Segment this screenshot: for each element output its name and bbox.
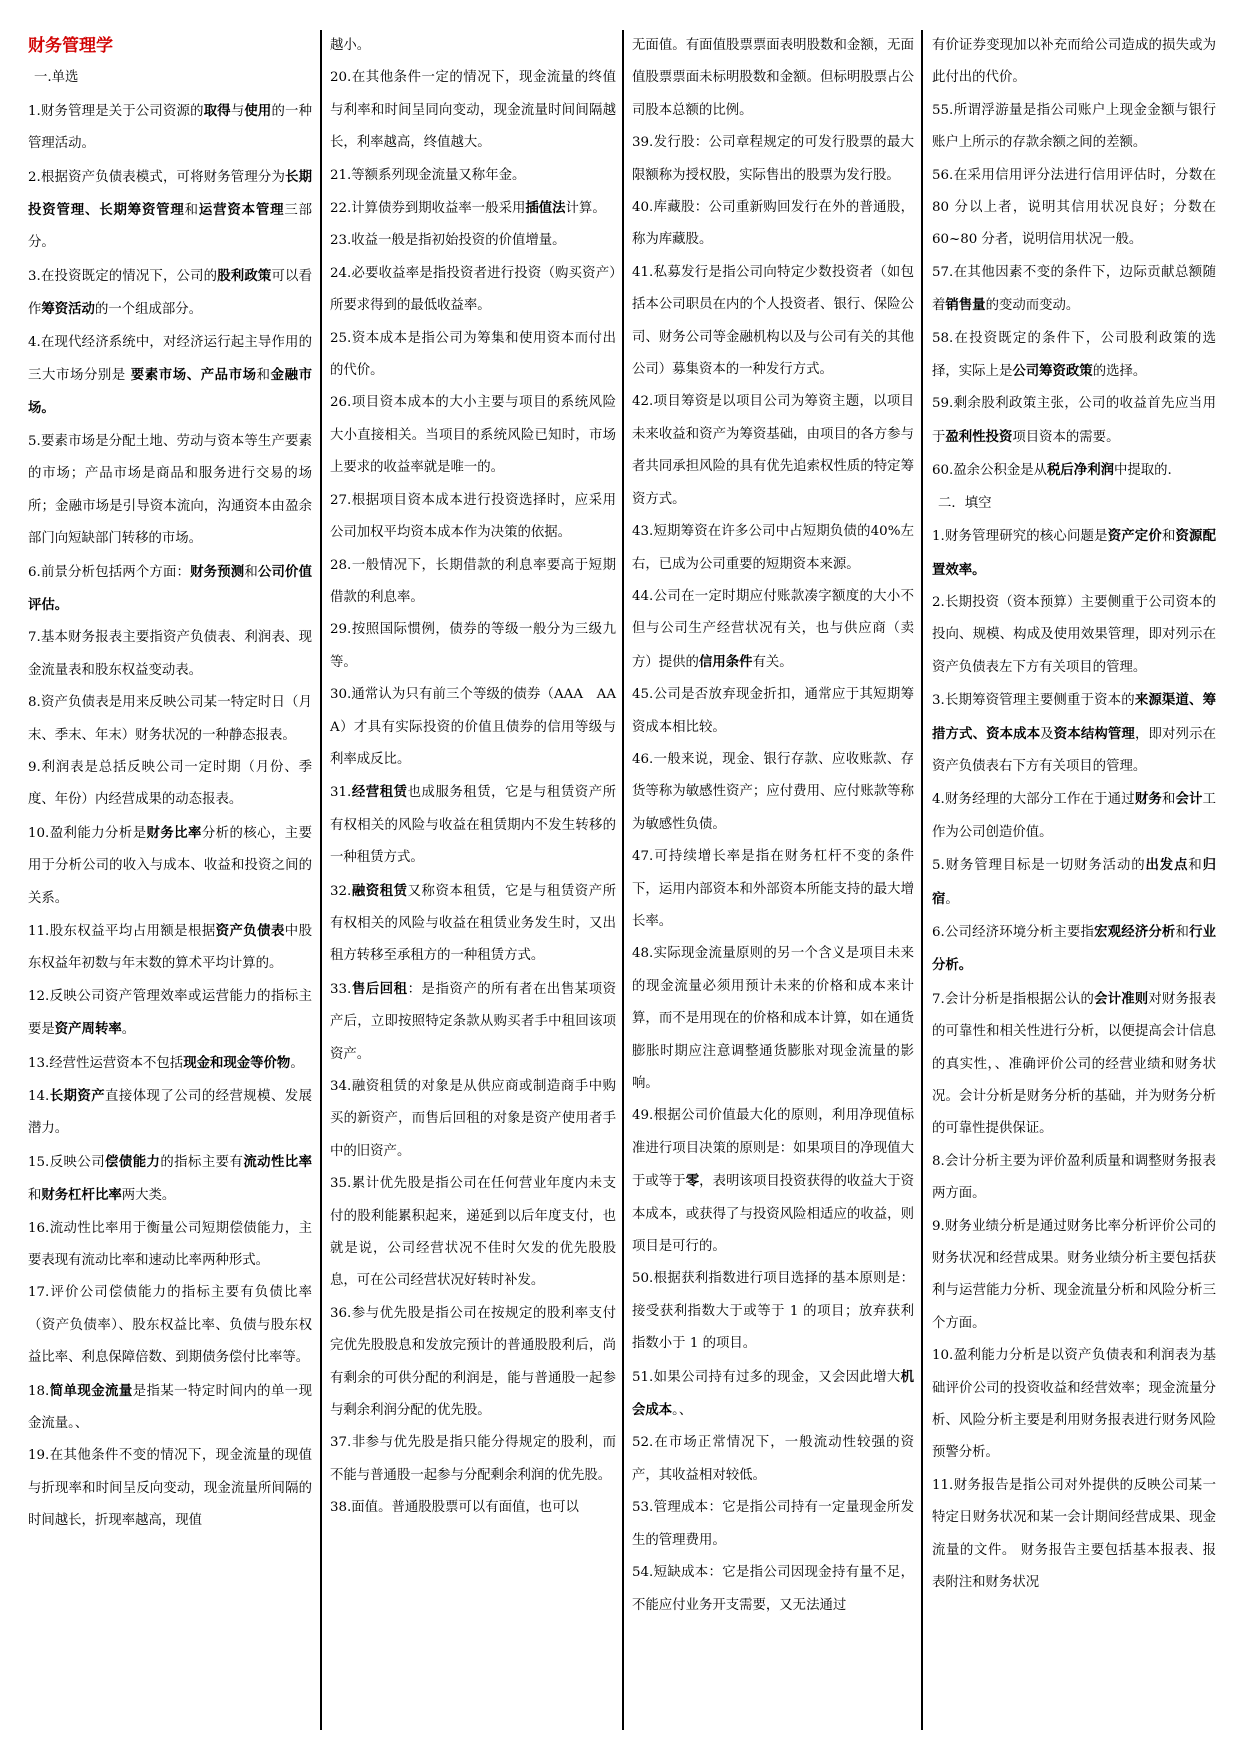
bold-term: 要素市场、产品市场 — [130, 367, 257, 384]
paragraph — [330, 62, 616, 159]
text-run: 又称资本租赁，它是与租赁资产所有权相关的风险与收益在租赁业务发生时，又出租方转移至承租方的一种租赁方式。 — [330, 883, 617, 964]
text-run: 及 — [1040, 726, 1054, 742]
bold-term: 现金和现金等价物 — [183, 1054, 291, 1071]
paragraph — [932, 257, 1216, 323]
text-run: 47.可持续增长率是指在财务杠杆不变的条件下，运用内部资本和外部资本所能支持的最大增长率。 — [632, 849, 914, 929]
text-run: 15.反映公司 — [28, 1154, 106, 1170]
bold-term: 行业分析。 — [932, 923, 1217, 974]
bold-term: 资本结构管理 — [1053, 725, 1135, 742]
paragraph — [632, 257, 914, 387]
text-run: 是指某一特定时间内的单一现金流量。、 — [28, 1383, 313, 1432]
text-run: 12.反映公司资产管理效率或运营能力的指标主要是 — [28, 988, 312, 1038]
paragraph — [28, 1047, 312, 1080]
paragraph — [330, 160, 616, 192]
paragraph — [28, 981, 312, 1047]
paragraph — [932, 1340, 1216, 1470]
paragraph — [932, 1211, 1216, 1341]
text-run: 。 — [290, 1055, 304, 1071]
text-run: 30.通常认为只有前三个等级的债券（AAA AA A）才具有实际投资的价值且债券的信用等级与利率成反比。 — [330, 687, 630, 767]
text-run: ，表明该项目投资获得的收益大于资本成本，或获得了与投资风险相适应的收益，则项目是可行的。 — [632, 1174, 915, 1255]
bold-term: 归宿 — [932, 857, 1217, 907]
bold-term: 宏观经济分析 — [1094, 923, 1176, 940]
text-run: 5.财务管理目标是一切财务活动的 — [932, 858, 1146, 874]
paragraph — [330, 550, 616, 615]
paragraph — [330, 875, 616, 973]
paragraph — [28, 1213, 312, 1278]
paragraph — [932, 388, 1216, 454]
text-run: 38.面值。普通股股票可以有面值，也可以 — [330, 1500, 579, 1516]
text-run: 59.剩余股利政策主张，公司的收益首先应当用于 — [932, 396, 1216, 445]
paragraph — [28, 915, 312, 981]
paragraph — [330, 225, 616, 257]
text-run: 的一个组成部分。 — [94, 302, 203, 318]
document-page — [28, 30, 1218, 1730]
paragraph — [632, 841, 914, 938]
section-heading — [932, 488, 1216, 520]
paragraph — [28, 556, 312, 623]
text-run: 和 — [184, 203, 199, 219]
text-run: 有关。 — [752, 654, 793, 670]
paragraph — [932, 587, 1216, 684]
text-run: 29.按照国际惯例，债券的等级一般分为三级九等。 — [330, 622, 616, 670]
column-divider — [320, 30, 322, 1730]
paragraph — [330, 323, 616, 388]
text-run: 的选择。 — [1092, 364, 1147, 380]
text-run: 计算。 — [565, 201, 606, 217]
text-run: 44.公司在一定时期应付账款凑字额度的大小不但与公司生产经营状况有关，也与供应商（卖方）提供的 — [632, 588, 914, 670]
text-column-1 — [28, 30, 312, 1730]
paragraph — [28, 327, 312, 426]
bold-term: 税后净利润 — [1047, 462, 1114, 479]
paragraph — [932, 916, 1216, 983]
paragraph — [632, 581, 914, 679]
text-run: 33. — [330, 981, 352, 997]
bold-term: 运营资本管理 — [198, 202, 285, 219]
paragraph — [932, 520, 1216, 587]
text-column-3 — [632, 30, 914, 1730]
bold-term: 资源配置效率。 — [932, 528, 1217, 578]
bold-term: 长期资产 — [49, 1088, 106, 1104]
paragraph — [632, 386, 914, 516]
paragraph — [632, 1100, 914, 1263]
text-run: 的一种管理活动。 — [28, 103, 313, 152]
bold-term: 公司价值评估。 — [28, 563, 313, 613]
text-run: 对财务报表的可靠性和相关性进行分析，以便提高会计信息的真实性，、准确评价公司的经营业绩和财务状况。会计分析是财务分析的基础，并为财务分析的可靠性提供保证。 — [932, 991, 1217, 1137]
paragraph — [330, 776, 616, 874]
bold-term: 财务预测 — [190, 563, 245, 580]
paragraph — [932, 95, 1216, 160]
paragraph — [632, 938, 914, 1100]
bold-term: 资产定价 — [1107, 528, 1162, 545]
text-run: 8.会计分析主要为评价盈利质量和调整财务报表两方面。 — [932, 1153, 1216, 1202]
paragraph — [28, 622, 312, 687]
bold-term: 来源渠道、筹措方式、资本成本 — [932, 692, 1217, 742]
text-run: 直接体现了公司的经营规模、发展潜力。 — [28, 1089, 313, 1137]
text-run: 56.在采用信用评分法进行信用评估时，分数在 80 分以上者，说明其信用状况良好；分数在 60~80 分者，说明信用状况一般。 — [932, 167, 1216, 248]
text-run: 有价证券变现加以补充而给公司造成的损失或为此付出的代价。 — [932, 38, 1216, 86]
text-run: 二．填空 — [938, 495, 992, 511]
bold-term: 取得 — [203, 102, 231, 119]
paragraph — [330, 1298, 616, 1428]
paragraph — [330, 485, 616, 550]
text-run: 与 — [230, 103, 245, 119]
text-run: 三部分。 — [28, 203, 313, 251]
text-run: 36.参与优先股是指公司在按规定的股利率支付完优先股股息和发放完预计的普通股股利后，尚有剩余的可供分配的利润是，能与普通股一起参与剩余利润分配的优先股。 — [330, 1305, 616, 1419]
text-run: 的变动而变动。 — [985, 298, 1080, 314]
text-run: ：是指资产的所有者在出售某项资产后，立即按照特定条款从购买者手中租回该项资产。 — [330, 981, 617, 1062]
text-run: 工作为公司创造价值。 — [932, 792, 1217, 840]
paragraph — [932, 849, 1216, 916]
bold-term: 销售量 — [945, 297, 986, 314]
text-run: 35.累计优先股是指公司在任何营业年度内未支付的股利能累积起来，递延到以后年度支付，也就是说，公司经营状况不佳时欠发的优先股股息，可在公司经营状况好转时补发。 — [330, 1176, 616, 1289]
text-run: 中股东权益年初数与年末数的算术平均计算的。 — [28, 923, 313, 972]
paragraph — [330, 30, 616, 62]
bold-term: 融资租赁 — [351, 882, 408, 899]
text-run: 24.必要收益率是指投资者进行投资（购买资产）所要求得到的最低收益率。 — [330, 265, 616, 314]
bold-term: 资产负债表 — [215, 922, 285, 939]
bold-term: 盈利性投资 — [945, 428, 1013, 445]
text-run: 1.财务管理是关于公司资源的 — [28, 103, 204, 119]
paragraph — [330, 258, 616, 323]
text-run: 的指标主要有 — [160, 1154, 244, 1170]
paragraph — [28, 687, 312, 752]
paragraph — [932, 160, 1216, 257]
text-run: 6.前景分析包括两个方面： — [28, 564, 191, 580]
text-run: 和 — [1175, 924, 1190, 940]
column-divider — [921, 30, 923, 1730]
bold-term: 财务 — [1134, 791, 1162, 808]
paragraph — [632, 30, 914, 127]
text-run: 13.经营性运营资本不包括 — [28, 1055, 184, 1071]
text-run: 7.会计分析是指根据公认的 — [932, 991, 1095, 1007]
bold-term: 股利政策 — [217, 267, 272, 284]
text-run: 4.财务经理的大部分工作在于通过 — [932, 792, 1135, 808]
paragraph — [632, 127, 914, 192]
text-run: 8.资产负债表是用来反映公司某一特定时日（月末、季末、年末）财务状况的一种静态报表。 — [28, 695, 312, 743]
text-run: 7.基本财务报表主要指资产负债表、利润表、现金流量表和股东权益变动表。 — [28, 630, 312, 678]
text-run: 项目资本的需要。 — [1012, 429, 1120, 445]
text-run: 43.短期筹资在许多公司中占短期负债的40%左右，已成为公司重要的短期资本来源。 — [632, 524, 914, 572]
section-heading — [28, 62, 312, 94]
text-run: 14. — [28, 1089, 50, 1104]
text-run: 27.根据项目资本成本进行投资选择时，应采用公司加权平均资本成本作为决策的依据。 — [330, 492, 616, 541]
paragraph — [28, 260, 312, 327]
paragraph — [932, 1470, 1216, 1600]
text-run: 34.融资租赁的对象是从供应商或制造商手中购买的新资产，而售后回租的对象是资产使用者手中的旧资产。 — [330, 1079, 616, 1159]
bold-term: 机会成本 — [632, 1368, 914, 1419]
paragraph — [28, 1146, 312, 1213]
bold-term: 经营租赁 — [351, 784, 408, 801]
paragraph — [28, 817, 312, 915]
text-run: 11.财务报告是指公司对外提供的反映公司某一特定日财务状况和某一会计期间经营成果、现金流量的文件。 财务报告主要包括基本报表、报表附注和财务状况 — [932, 1477, 1216, 1591]
paragraph — [28, 1277, 312, 1374]
text-run: 分析的核心，主要用于分析公司的收入与成本、收益和投资之间的关系。 — [28, 825, 313, 906]
text-column-4 — [932, 30, 1216, 1730]
text-run: 中提取的. — [1113, 463, 1172, 479]
text-run: 52.在市场正常情况下，一般流动性较强的资产，其收益相对较低。 — [632, 1435, 914, 1483]
text-run: 和 — [256, 368, 271, 384]
text-run: 10.盈利能力分析是 — [28, 825, 147, 841]
text-run: 两大类。 — [121, 1188, 176, 1204]
bold-term: 财务杠杆比率 — [41, 1187, 122, 1204]
text-run: 23.收益一般是指初始投资的价值增量。 — [330, 233, 566, 249]
paragraph — [28, 1375, 312, 1441]
paragraph — [932, 323, 1216, 389]
bold-term: 售后回租 — [351, 980, 408, 997]
text-run: 可以看作 — [28, 268, 313, 318]
paragraph — [932, 983, 1216, 1146]
text-run: 1.财务管理研究的核心问题是 — [932, 529, 1108, 545]
text-run: 和 — [28, 1188, 42, 1204]
document-title — [28, 30, 312, 62]
text-run: 32. — [330, 883, 352, 899]
bold-term: 偿债能力 — [105, 1153, 161, 1170]
text-run: 48.实际现金流量原则的另一个含义是项目未来的现金流量必须用预计未来的价格和成本来计算，而不是用现在的价格和成本计算，如在通货膨胀时期应注意调整通货膨胀对现金流量的影响。 — [632, 946, 914, 1091]
paragraph — [932, 684, 1216, 783]
text-run: 25.资本成本是指公司为筹集和使用资本而付出的代价。 — [330, 330, 616, 379]
paragraph — [632, 1361, 914, 1428]
paragraph — [28, 752, 312, 817]
text-run: 11.股东权益平均占用额是根据 — [28, 923, 216, 939]
paragraph — [932, 30, 1216, 95]
bold-term: 出发点 — [1145, 857, 1189, 874]
paragraph — [632, 1427, 914, 1492]
text-run: 20.在其他条件一定的情况下，现金流量的终值与利率和时间呈同向变动，现金流量时间间隔越长，利率越高，终值越大。 — [330, 70, 616, 151]
text-run: 41.私募发行是指公司向特定少数投资者（如包括本公司职员在内的个人投资者、银行、保险公司、财务公司等金融机构以及与公司有关的其他公司）募集资本的一种发行方式。 — [632, 264, 914, 378]
text-run: 21.等额系列现金流量又称年金。 — [330, 167, 526, 183]
bold-term: 资产周转率 — [54, 1021, 122, 1038]
text-run: 。 — [945, 891, 959, 907]
paragraph — [330, 387, 616, 484]
paragraph — [330, 1071, 616, 1168]
text-run: 财务管理学 — [28, 36, 113, 56]
text-run: 2.根据资产负债表模式，可将财务管理分为 — [28, 169, 286, 185]
paragraph — [632, 1492, 914, 1557]
text-run: 2.长期投资（资本预算）主要侧重于公司资本的投向、规模、构成及使用效果管理，即对列示在资产负债表左下方有关项目的管理。 — [932, 594, 1216, 675]
text-run: 3.在投资既定的情况下，公司的 — [28, 268, 218, 284]
paragraph — [28, 161, 312, 260]
text-run: 和 — [244, 564, 258, 580]
text-run: 18. — [28, 1383, 50, 1399]
text-column-2 — [330, 30, 630, 1730]
text-run: 9.财务业绩分析是通过财务比率分析评价公司的财务状况和经营成果。财务业绩分析主要包括获利与运营能力分析、现金流量分析和风险分析三个方面。 — [932, 1218, 1216, 1331]
text-run: 。、 — [672, 1403, 693, 1419]
paragraph — [632, 744, 914, 841]
text-run: 54.短缺成本：它是指公司因现金持有量不足，不能应付业务开支需要，又无法通过 — [632, 1565, 914, 1613]
bold-term: 简单现金流量 — [49, 1382, 133, 1399]
paragraph — [932, 783, 1216, 849]
bold-term: 财务比率 — [146, 824, 202, 841]
text-run: 40.库藏股：公司重新购回发行在外的普通股，称为库藏股。 — [632, 200, 914, 248]
paragraph — [632, 192, 914, 257]
text-run: 55.所谓浮游量是指公司账户上现金金额与银行账户上所示的存款余额之间的差额。 — [932, 102, 1216, 151]
text-run: 53.管理成本：它是指公司持有一定量现金所发生的管理费用。 — [632, 1500, 914, 1548]
paragraph — [330, 614, 616, 679]
text-run: 28.一般情况下，长期借款的利息率要高于短期借款的利息率。 — [330, 557, 616, 605]
text-run: 26.项目资本成本的大小主要与项目的系统风险大小直接相关。当项目的系统风险已知时，市场上要求的收益率就是唯一的。 — [330, 395, 616, 476]
text-run: 22.计算债券到期收益率一般采用 — [330, 201, 526, 217]
bold-term: 会计 — [1175, 791, 1203, 808]
text-run: 49.根据公司价值最大化的原则，利用净现值标准进行项目决策的原则是：如果项目的净现值大于或等于 — [632, 1108, 914, 1190]
text-run: 51.如果公司持有过多的现金，又会因此增大 — [632, 1369, 901, 1385]
bold-term: 流动性比率 — [243, 1153, 313, 1170]
bold-term: 插值法 — [525, 200, 566, 217]
text-run: 31. — [330, 785, 352, 801]
paragraph — [330, 679, 630, 776]
text-run: 50.根据获利指数进行项目选择的基本原则是：接受获利指数大于或等于 1 的项目；放弃获利指数小于 1 的项目。 — [632, 1271, 914, 1352]
paragraph — [28, 95, 312, 161]
text-run: 5.要素市场是分配土地、劳动与资本等生产要素的市场；产品市场是商品和服务进行交易的场所；金融市场是引导资本流向，沟通资本由盈余部门向短缺部门转移的市场。 — [28, 433, 312, 547]
paragraph — [330, 1492, 616, 1524]
paragraph — [932, 1146, 1216, 1211]
paragraph — [330, 1427, 616, 1492]
bold-term: 会计准则 — [1094, 990, 1149, 1007]
text-run: 和 — [1161, 792, 1176, 808]
text-run: 4.在现代经济系统中，对经济运行起主导作用的三大市场分别是 — [28, 334, 312, 384]
bold-term: 公司筹资政策 — [1012, 363, 1093, 380]
paragraph — [632, 1557, 914, 1622]
bold-term: 零 — [685, 1173, 700, 1190]
text-run: 17.评价公司偿债能力的指标主要有负债比率（资产负债率）、股东权益比率、负债与股东权益比率、利息保障倍数、到期债务偿付比率等。 — [28, 1285, 312, 1366]
bold-term: 筹资活动 — [41, 301, 95, 318]
paragraph — [28, 1440, 312, 1537]
text-run: 6.公司经济环境分析主要指 — [932, 924, 1095, 940]
text-run: 60.盈余公积金是从 — [932, 463, 1048, 479]
text-run: ，即对列示在资产负债表右下方有关项目的管理。 — [932, 726, 1217, 774]
text-run: 37.非参与优先股是指只能分得规定的股利，而不能与普通股一起参与分配剩余利润的优先股。 — [330, 1435, 616, 1483]
paragraph — [28, 426, 312, 556]
paragraph — [632, 1263, 914, 1360]
bold-term: 长期投资管理、长期筹资管理 — [28, 168, 312, 219]
text-run: 越小。 — [330, 38, 371, 53]
bold-term: 金融市场。 — [28, 367, 313, 417]
text-run: 57.在其他因素不变的条件下，边际贡献总额随着 — [932, 264, 1216, 314]
text-run: 。 — [121, 1022, 136, 1038]
text-run: 和 — [1161, 529, 1176, 545]
paragraph — [330, 973, 616, 1071]
text-run: 39.发行股：公司章程规定的可发行股票的最大限额称为授权股，实际售出的股票为发行股。 — [632, 135, 914, 183]
text-run: 3.长期筹资管理主要侧重于资本的 — [932, 693, 1135, 709]
column-divider — [622, 30, 624, 1730]
text-run: 16.流动性比率用于衡量公司短期偿债能力，主要表现有流动比率和速动比率两种形式。 — [28, 1220, 312, 1269]
paragraph — [632, 516, 914, 581]
text-run: 和 — [1188, 858, 1203, 874]
text-run: 58.在投资既定的条件下，公司股利政策的选择，实际上是 — [932, 330, 1216, 380]
paragraph — [28, 1080, 312, 1146]
bold-term: 信用条件 — [698, 653, 753, 670]
bold-term: 使用 — [244, 102, 272, 119]
text-run: 无面值。有面值股票票面表明股数和金额，无面值股票票面未标明股数和金额。但标明股票占公司股本总额的比例。 — [632, 38, 914, 118]
text-run: 10.盈利能力分析是以资产负债表和利润表为基础评价公司的投资收益和经营效率；现金流量分析、风险分析主要是利用财务报表进行财务风险预警分析。 — [932, 1348, 1216, 1461]
paragraph — [632, 679, 914, 744]
text-run: 也成服务租赁，它是与租赁资产所有权相关的风险与收益在租赁期内不发生转移的一种租赁方式。 — [330, 785, 617, 866]
text-run: 42.项目筹资是以项目公司为筹资主题，以项目未来收益和资产为筹资基础，由项目的各方参与者共同承担风险的具有优先追索权性质的特定筹资方式。 — [632, 394, 914, 507]
paragraph — [330, 192, 616, 225]
text-run: 一.单选 — [34, 70, 79, 86]
text-run: 45.公司是否放弃现金折扣，通常应于其短期筹资成本相比较。 — [632, 687, 914, 735]
text-run: 19.在其他条件不变的情况下，现金流量的现值与折现率和时间呈反向变动，现金流量所间隔的时间越长，折现率越高，现值 — [28, 1448, 312, 1529]
paragraph — [932, 454, 1216, 487]
text-run: 46.一般来说，现金、银行存款、应收账款、存货等称为敏感性资产；应付费用、应付账款等称为敏感性负债。 — [632, 751, 914, 832]
paragraph — [330, 1168, 616, 1298]
text-run: 9.利润表是总括反映公司一定时期（月份、季度、年份）内经营成果的动态报表。 — [28, 759, 312, 808]
